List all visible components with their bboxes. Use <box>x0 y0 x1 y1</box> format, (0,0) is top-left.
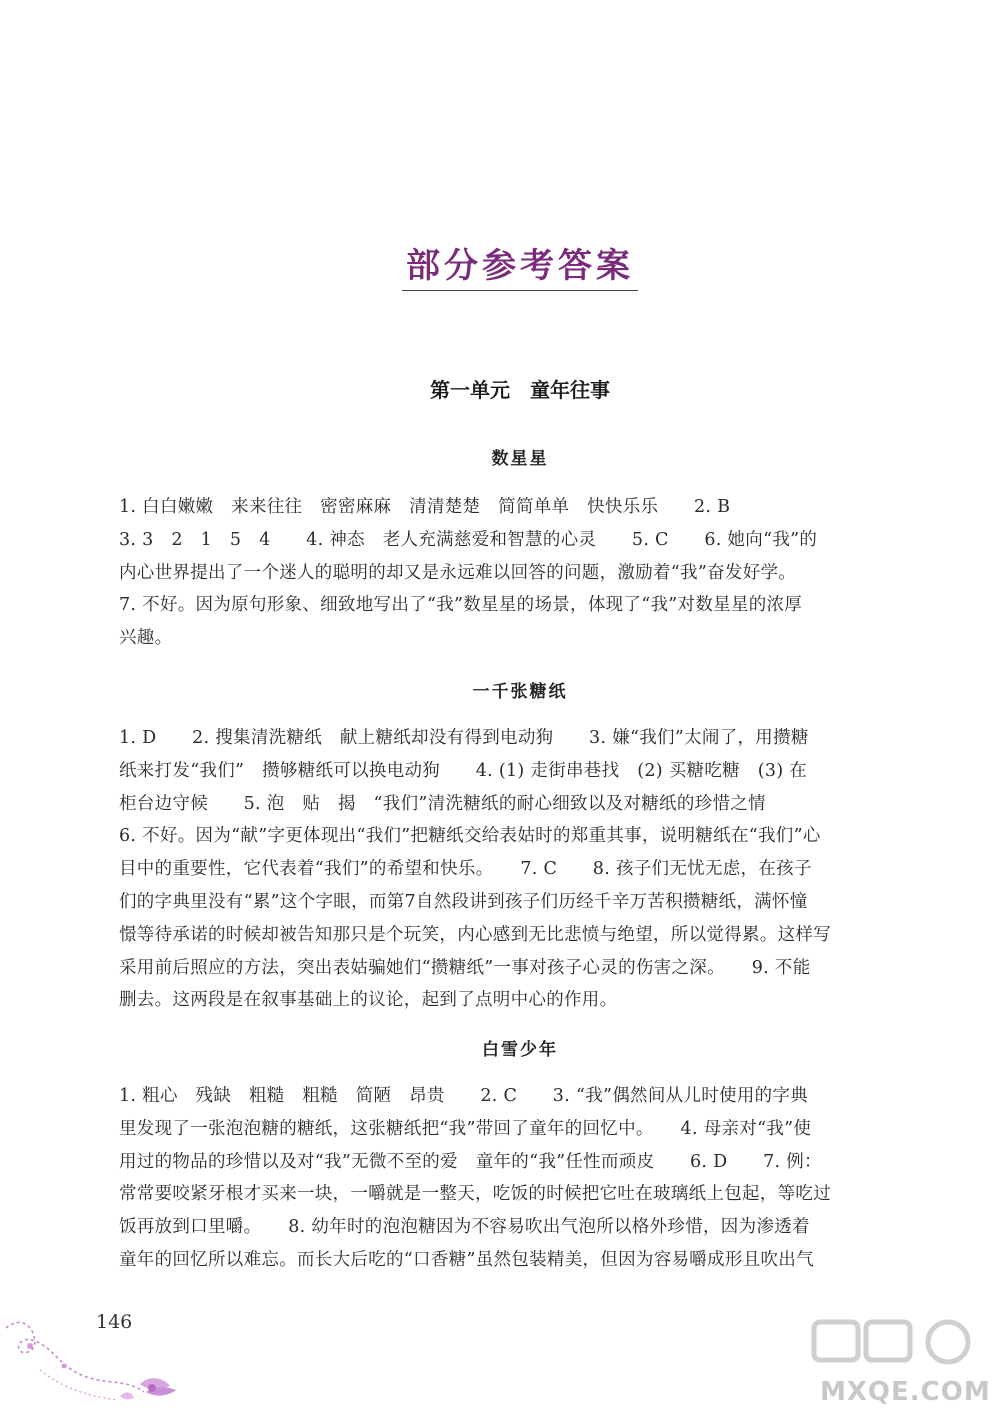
section-answers-bai-xue-shao-nian <box>119 1080 919 1277</box>
answer-line: 1. 白白嫩嫩 来来往往 密密麻麻 清清楚楚 简简单单 快快乐乐 2. B <box>119 497 731 517</box>
answer-line: 3. 3 2 1 5 4 4. 神态 老人充满慈爱和智慧的心灵 5. C 6. 她向“我”的 <box>119 529 818 550</box>
answer-line: 目中的重要性，它代表着“我们”的希望和快乐。 7. C 8. 孩子们无忧无虑，在孩子 <box>119 859 812 880</box>
answer-line: 纸来打发“我们” 攒够糖纸可以换电动狗 4. (1) 走街串巷找 (2) 买糖吃糖 (3) 在 <box>119 760 808 781</box>
answer-line: 童年的回忆所以难忘。而长大后吃的“口香糖”虽然包装精美，但因为容易嚼成形且吹出气 <box>119 1249 814 1270</box>
answer-line: 1. 粗心 残缺 粗糙 粗糙 简陋 昂贵 2. C 3. “我”偶然间从儿时使用的字典 <box>119 1086 809 1106</box>
answer-line: 7. 不好。因为原句形象、细致地写出了“我”数星星的场景，体现了“我”对数星星的浓厚 <box>119 595 803 616</box>
title-underline <box>402 290 638 291</box>
answer-line: 憬等待承诺的时候却被告知那只是个玩笑，内心感到无比悲愤与绝望，所以觉得累。这样写 <box>119 924 831 945</box>
answer-line: 兴趣。 <box>119 628 173 649</box>
watermark-logo <box>808 1318 998 1413</box>
answer-line: 内心世界提出了一个迷人的聪明的却又是永远难以回答的问题，激励着“我”奋发好学。 <box>119 562 797 583</box>
unit-heading: 第一单元 童年往事 <box>430 378 610 402</box>
section-answers-shu-xing-xing <box>119 491 919 655</box>
watermark-text: MXQE.COM <box>820 1377 991 1407</box>
answer-line: 柜台边守候 5. 泡 贴 揭 “我们”清洗糖纸的耐心细致以及对糖纸的珍惜之情 <box>119 793 766 814</box>
section-heading-bai-xue-shao-nian: 白雪少年 <box>482 1040 558 1060</box>
answer-line: 常常要咬紧牙根才买来一块，一嚼就是一整天，吃饭的时候把它吐在玻璃纸上包起，等吃过 <box>119 1184 831 1205</box>
section-answers-yi-qian-zhang-tang-zhi <box>119 722 919 1017</box>
answer-line: 采用前后照应的方法，突出表姑骗她们“攒糖纸”一事对孩子心灵的伤害之深。 9. 不能 <box>119 957 811 978</box>
page-title: 部分参考答案 <box>406 246 634 286</box>
section-heading-yi-qian-zhang-tang-zhi: 一千张糖纸 <box>472 682 568 702</box>
answer-line: 用过的物品的珍惜以及对“我”无微不至的爱 童年的“我”任性而顽皮 6. D 7. 例： <box>119 1151 822 1172</box>
section-heading-shu-xing-xing: 数星星 <box>491 449 549 469</box>
answer-line: 6. 不好。因为“献”字更体现出“我们”把糖纸交给表姑时的郑重其事，说明糖纸在“我们”心 <box>119 826 821 847</box>
answer-line: 删去。这两段是在叙事基础上的议论，起到了点明中心的作用。 <box>119 990 618 1011</box>
answer-line: 们的字典里没有“累”这个字眼，而第7自然段讲到孩子们历经千辛万苦积攒糖纸，满怀憧 <box>119 891 808 912</box>
answer-line: 饭再放到口里嚼。 8. 幼年时的泡泡糖因为不容易吹出气泡所以格外珍惜，因为渗透着 <box>119 1217 810 1238</box>
page-number: 146 <box>96 1311 133 1333</box>
answer-line: 1. D 2. 搜集清洗糖纸 献上糖纸却没有得到电动狗 3. 嫌“我们”太闹了，用攒糖 <box>119 728 809 748</box>
answer-line: 里发现了一张泡泡糖的糖纸，这张糖纸把“我”带回了童年的回忆中。 4. 母亲对“我”使 <box>119 1118 812 1139</box>
